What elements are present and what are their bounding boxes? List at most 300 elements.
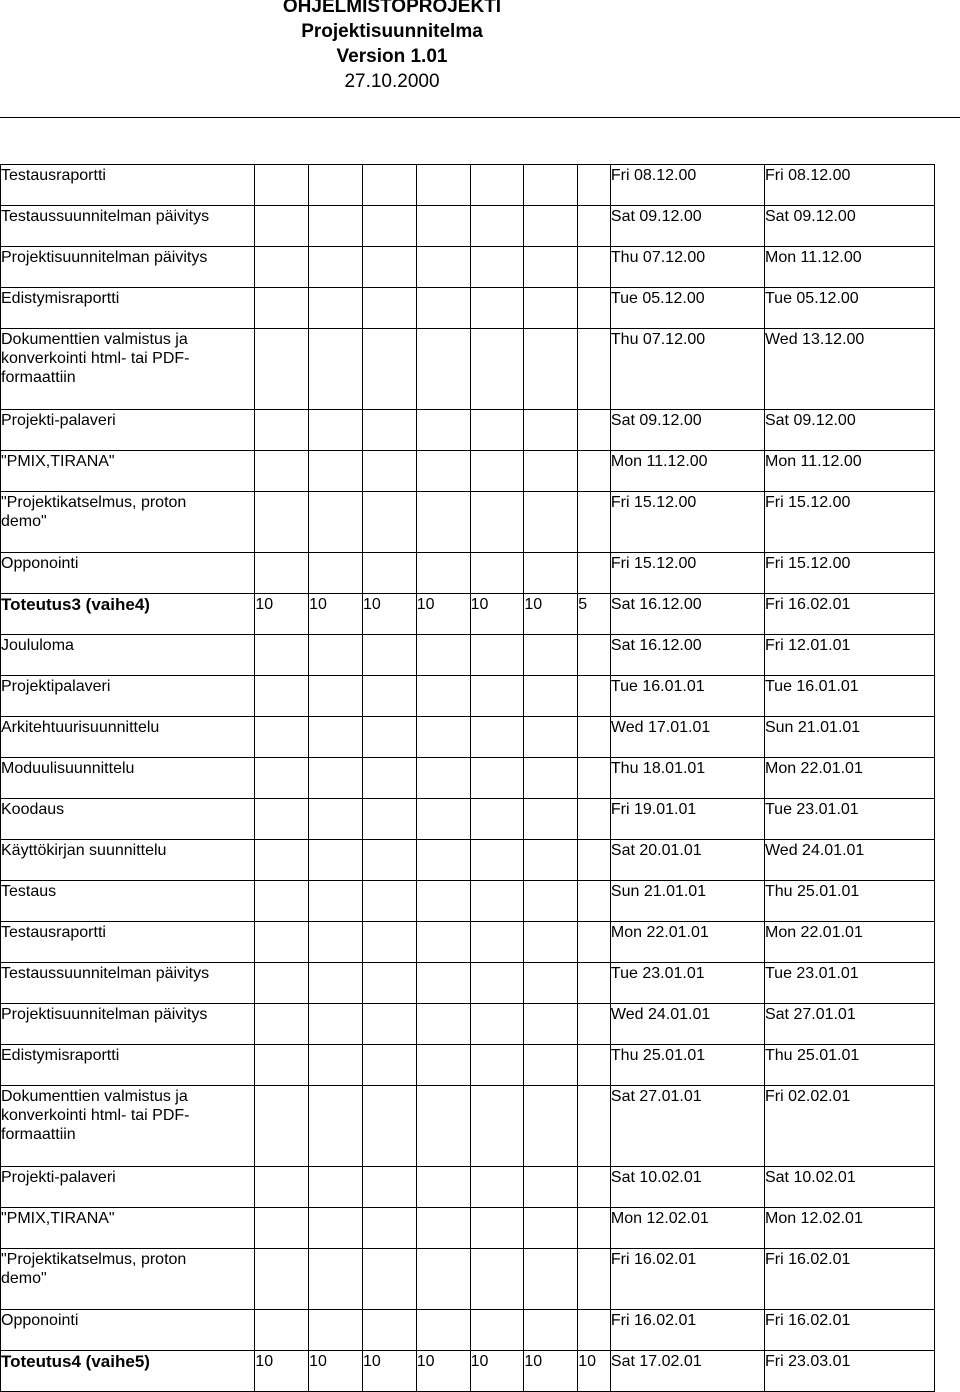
effort-cell	[255, 922, 309, 963]
effort-cell	[309, 1167, 363, 1208]
effort-cell-text	[255, 247, 308, 248]
end-date-cell	[764, 1208, 934, 1249]
task-name-cell-text: Testaussuunnitelman päivitys	[1, 208, 210, 225]
effort-cell-text	[524, 553, 577, 554]
effort-cell-text	[417, 717, 470, 718]
end-date-cell	[764, 1167, 934, 1208]
effort-cell-text	[255, 799, 308, 800]
effort-cell	[309, 594, 363, 635]
effort-cell-text	[524, 1045, 577, 1046]
effort-cell-text	[471, 717, 524, 718]
effort-cell-text	[363, 635, 416, 636]
effort-cell	[416, 840, 470, 881]
effort-cell	[309, 288, 363, 329]
effort-cell	[470, 451, 524, 492]
effort-cell-text	[255, 451, 308, 452]
task-name-cell	[1, 206, 255, 247]
effort-cell	[524, 1351, 578, 1392]
effort-cell	[470, 206, 524, 247]
table-row	[1, 881, 935, 922]
effort-cell	[470, 1310, 524, 1351]
effort-cell-text	[578, 329, 610, 330]
effort-cell-text	[309, 1004, 362, 1005]
effort-cell-text	[309, 963, 362, 964]
end-date-cell-text: Mon 12.02.01	[764, 1210, 863, 1227]
effort-cell	[416, 1310, 470, 1351]
effort-cell-text: 10	[255, 1353, 274, 1370]
end-date-cell-text: Fri 08.12.00	[764, 167, 851, 184]
start-date-cell	[610, 717, 764, 758]
effort-cell	[578, 881, 611, 922]
effort-cell-text	[417, 1045, 470, 1046]
effort-cell	[578, 1045, 611, 1086]
effort-cell-text	[471, 1249, 524, 1250]
effort-cell	[309, 963, 363, 1004]
effort-cell-text	[363, 247, 416, 248]
effort-cell-text	[255, 206, 308, 207]
effort-cell	[255, 1004, 309, 1045]
effort-cell	[255, 635, 309, 676]
effort-cell-text	[417, 206, 470, 207]
effort-cell-text	[578, 288, 610, 289]
effort-cell-text	[309, 1249, 362, 1250]
end-date-cell	[764, 553, 934, 594]
end-date-cell-text: Sun 21.01.01	[764, 719, 861, 736]
effort-cell-text	[524, 758, 577, 759]
effort-cell-text	[363, 1310, 416, 1311]
effort-cell-text	[309, 922, 362, 923]
effort-cell-text	[309, 1310, 362, 1311]
effort-cell-text	[578, 1310, 610, 1311]
end-date-cell	[764, 1004, 934, 1045]
effort-cell	[362, 451, 416, 492]
task-name-cell	[1, 553, 255, 594]
effort-cell	[416, 1351, 470, 1392]
effort-cell-text	[417, 410, 470, 411]
effort-cell-text	[309, 410, 362, 411]
effort-cell	[362, 1004, 416, 1045]
effort-cell	[309, 410, 363, 451]
start-date-cell-text: Mon 22.01.01	[610, 924, 709, 941]
effort-cell-text	[471, 1045, 524, 1046]
effort-cell	[524, 717, 578, 758]
table-row	[1, 1310, 935, 1351]
start-date-cell	[610, 410, 764, 451]
effort-cell-text	[417, 165, 470, 166]
effort-cell	[578, 247, 611, 288]
effort-cell-text	[578, 1249, 610, 1250]
effort-cell	[255, 717, 309, 758]
task-name-cell	[1, 165, 255, 206]
effort-cell	[416, 1249, 470, 1310]
effort-cell-text	[363, 717, 416, 718]
table-row	[1, 1249, 935, 1310]
task-name-cell	[1, 288, 255, 329]
effort-cell-text	[524, 206, 577, 207]
effort-cell	[470, 1167, 524, 1208]
start-date-cell-text: Fri 15.12.00	[610, 555, 697, 572]
effort-cell-text	[363, 799, 416, 800]
effort-cell	[362, 1086, 416, 1167]
effort-cell	[470, 758, 524, 799]
start-date-cell	[610, 288, 764, 329]
effort-cell	[416, 594, 470, 635]
start-date-cell	[610, 963, 764, 1004]
effort-cell-text	[524, 492, 577, 493]
document-version: Version 1.01	[336, 46, 448, 67]
effort-cell-text	[524, 1249, 577, 1250]
effort-cell	[524, 1167, 578, 1208]
effort-cell-text	[524, 247, 577, 248]
effort-cell-text: 10	[362, 1353, 381, 1370]
document-date: 27.10.2000	[344, 71, 440, 92]
table-row	[1, 247, 935, 288]
effort-cell	[362, 1208, 416, 1249]
effort-cell-text	[309, 635, 362, 636]
table-row	[1, 1167, 935, 1208]
effort-cell	[362, 1310, 416, 1351]
effort-cell-text	[309, 1208, 362, 1209]
task-name-cell-text: Dokumenttien valmistus ja konverkointi html- tai PDF- formaattiin	[1, 1088, 190, 1143]
task-name-cell	[1, 1310, 255, 1351]
table-row	[1, 594, 935, 635]
end-date-cell-text: Fri 16.02.01	[764, 1312, 851, 1329]
task-name-cell	[1, 635, 255, 676]
effort-cell-text	[471, 1167, 524, 1168]
effort-cell-text	[363, 329, 416, 330]
start-date-cell	[610, 840, 764, 881]
effort-cell-text	[417, 758, 470, 759]
table-row	[1, 1351, 935, 1392]
effort-cell	[255, 1249, 309, 1310]
effort-cell-text	[471, 881, 524, 882]
effort-cell-text	[578, 1208, 610, 1209]
end-date-cell-text: Tue 05.12.00	[764, 290, 859, 307]
effort-cell	[309, 635, 363, 676]
end-date-cell-text: Thu 25.01.01	[764, 883, 860, 900]
effort-cell	[578, 492, 611, 553]
start-date-cell	[610, 1249, 764, 1310]
start-date-cell-text: Tue 23.01.01	[610, 965, 705, 982]
effort-cell	[362, 799, 416, 840]
effort-cell-text	[471, 635, 524, 636]
end-date-cell-text: Mon 22.01.01	[764, 924, 863, 941]
task-name-cell-text: Käyttökirjan suunnittelu	[1, 842, 167, 859]
task-name-cell-text: "Projektikatselmus, proton demo"	[1, 1251, 187, 1287]
effort-cell-text	[417, 840, 470, 841]
start-date-cell	[610, 165, 764, 206]
task-name-cell	[1, 451, 255, 492]
effort-cell	[578, 1004, 611, 1045]
effort-cell-text	[471, 553, 524, 554]
effort-cell-text	[363, 492, 416, 493]
effort-cell-text	[255, 676, 308, 677]
effort-cell-text	[255, 1004, 308, 1005]
effort-cell	[470, 553, 524, 594]
task-name-cell	[1, 1351, 255, 1392]
effort-cell	[470, 1351, 524, 1392]
effort-cell-text	[255, 635, 308, 636]
start-date-cell	[610, 594, 764, 635]
effort-cell-text	[363, 1045, 416, 1046]
end-date-cell	[764, 492, 934, 553]
start-date-cell-text: Sat 17.02.01	[610, 1353, 702, 1370]
effort-cell	[470, 1208, 524, 1249]
start-date-cell	[610, 492, 764, 553]
effort-cell-text	[309, 206, 362, 207]
effort-cell	[255, 1351, 309, 1392]
task-name-cell	[1, 410, 255, 451]
effort-cell	[416, 799, 470, 840]
table-row	[1, 922, 935, 963]
effort-cell-text	[417, 1208, 470, 1209]
task-name-cell	[1, 1249, 255, 1310]
effort-cell-text	[309, 288, 362, 289]
effort-cell	[309, 1086, 363, 1167]
effort-cell	[524, 1208, 578, 1249]
effort-cell-text: 10	[470, 1353, 489, 1370]
effort-cell	[578, 1249, 611, 1310]
task-name-cell	[1, 1045, 255, 1086]
effort-cell-text: 10	[524, 1353, 543, 1370]
start-date-cell	[610, 1004, 764, 1045]
effort-cell	[416, 676, 470, 717]
start-date-cell	[610, 206, 764, 247]
task-name-cell-text: Toteutus3 (vaihe4)	[1, 595, 150, 614]
effort-cell-text	[255, 881, 308, 882]
effort-cell	[255, 799, 309, 840]
end-date-cell-text: Tue 23.01.01	[764, 801, 859, 818]
start-date-cell-text: Thu 07.12.00	[610, 249, 706, 266]
effort-cell	[309, 758, 363, 799]
effort-cell	[470, 922, 524, 963]
effort-cell-text	[309, 717, 362, 718]
effort-cell-text	[578, 1045, 610, 1046]
effort-cell	[309, 329, 363, 410]
effort-cell-text	[471, 206, 524, 207]
effort-cell	[309, 717, 363, 758]
effort-cell	[309, 1208, 363, 1249]
start-date-cell-text: Tue 16.01.01	[610, 678, 705, 695]
end-date-cell	[764, 840, 934, 881]
effort-cell-text	[309, 1167, 362, 1168]
effort-cell	[470, 492, 524, 553]
effort-cell-text	[309, 553, 362, 554]
effort-cell-text	[524, 410, 577, 411]
end-date-cell-text: Fri 15.12.00	[764, 555, 851, 572]
task-name-cell-text: Opponointi	[1, 555, 79, 572]
effort-cell	[362, 840, 416, 881]
task-name-cell-text: Testausraportti	[1, 924, 106, 941]
effort-cell	[416, 492, 470, 553]
end-date-cell	[764, 206, 934, 247]
effort-cell-text	[417, 799, 470, 800]
effort-cell-text	[471, 1310, 524, 1311]
start-date-cell-text: Thu 07.12.00	[610, 331, 706, 348]
start-date-cell	[610, 799, 764, 840]
effort-cell-text: 10	[578, 1353, 596, 1370]
table-row	[1, 492, 935, 553]
start-date-cell	[610, 1086, 764, 1167]
effort-cell	[470, 410, 524, 451]
effort-cell	[524, 206, 578, 247]
effort-cell-text	[417, 1004, 470, 1005]
effort-cell-text	[471, 492, 524, 493]
effort-cell	[416, 1167, 470, 1208]
end-date-cell	[764, 676, 934, 717]
effort-cell	[524, 963, 578, 1004]
end-date-cell-text: Mon 11.12.00	[764, 249, 862, 266]
effort-cell-text	[578, 922, 610, 923]
effort-cell	[255, 410, 309, 451]
start-date-cell	[610, 451, 764, 492]
end-date-cell	[764, 288, 934, 329]
effort-cell	[362, 717, 416, 758]
effort-cell-text	[578, 1086, 610, 1087]
effort-cell	[255, 553, 309, 594]
effort-cell	[416, 635, 470, 676]
effort-cell-text	[471, 840, 524, 841]
start-date-cell-text: Sat 16.12.00	[610, 596, 702, 613]
effort-cell	[362, 963, 416, 1004]
effort-cell-text	[417, 963, 470, 964]
table-row	[1, 1004, 935, 1045]
effort-cell	[578, 635, 611, 676]
effort-cell-text	[255, 410, 308, 411]
effort-cell	[578, 758, 611, 799]
effort-cell	[416, 1004, 470, 1045]
effort-cell-text	[417, 881, 470, 882]
effort-cell	[309, 1045, 363, 1086]
effort-cell	[309, 799, 363, 840]
end-date-cell	[764, 758, 934, 799]
effort-cell	[255, 1045, 309, 1086]
effort-cell-text	[578, 799, 610, 800]
effort-cell	[362, 329, 416, 410]
effort-cell-text	[417, 1310, 470, 1311]
effort-cell	[578, 1208, 611, 1249]
effort-cell-text	[255, 1086, 308, 1087]
effort-cell-text	[255, 717, 308, 718]
effort-cell	[470, 329, 524, 410]
effort-cell	[578, 676, 611, 717]
effort-cell-text	[524, 963, 577, 964]
effort-cell	[578, 206, 611, 247]
effort-cell	[524, 492, 578, 553]
start-date-cell-text: Sun 21.01.01	[610, 883, 707, 900]
end-date-cell	[764, 247, 934, 288]
effort-cell-text	[578, 963, 610, 964]
task-name-cell-text: Arkitehtuurisuunnittelu	[1, 719, 160, 736]
end-date-cell	[764, 1045, 934, 1086]
effort-cell-text	[363, 840, 416, 841]
effort-cell	[362, 492, 416, 553]
end-date-cell-text: Wed 13.12.00	[764, 331, 865, 348]
effort-cell	[524, 635, 578, 676]
task-name-cell-text: Koodaus	[1, 801, 65, 818]
start-date-cell-text: Fri 19.01.01	[610, 801, 697, 818]
start-date-cell	[610, 1310, 764, 1351]
effort-cell-text	[524, 165, 577, 166]
effort-cell	[524, 1086, 578, 1167]
document-header	[0, 0, 784, 94]
effort-cell	[416, 553, 470, 594]
effort-cell	[362, 676, 416, 717]
table-row	[1, 840, 935, 881]
effort-cell-text	[578, 881, 610, 882]
effort-cell	[416, 329, 470, 410]
effort-cell-text	[471, 1004, 524, 1005]
effort-cell-text	[578, 635, 610, 636]
effort-cell	[255, 1086, 309, 1167]
effort-cell	[309, 840, 363, 881]
effort-cell-text	[578, 492, 610, 493]
effort-cell	[416, 451, 470, 492]
effort-cell	[524, 165, 578, 206]
effort-cell	[309, 1004, 363, 1045]
effort-cell	[309, 922, 363, 963]
task-name-cell-text: Projekti-palaveri	[1, 1169, 116, 1186]
effort-cell-text	[578, 553, 610, 554]
table-row	[1, 799, 935, 840]
effort-cell-text	[471, 758, 524, 759]
effort-cell	[309, 1249, 363, 1310]
effort-cell	[524, 881, 578, 922]
effort-cell	[309, 492, 363, 553]
end-date-cell-text: Sat 10.02.01	[764, 1169, 856, 1186]
effort-cell	[309, 247, 363, 288]
effort-cell-text	[255, 1310, 308, 1311]
end-date-cell-text: Wed 24.01.01	[764, 842, 865, 859]
task-name-cell	[1, 329, 255, 410]
start-date-cell-text: Thu 25.01.01	[610, 1047, 706, 1064]
effort-cell-text	[363, 1249, 416, 1250]
effort-cell-text	[309, 676, 362, 677]
effort-cell-text	[471, 1208, 524, 1209]
effort-cell	[309, 1310, 363, 1351]
header-divider	[0, 117, 960, 118]
table-row	[1, 758, 935, 799]
effort-cell	[578, 840, 611, 881]
effort-cell-text	[524, 881, 577, 882]
effort-cell	[470, 799, 524, 840]
effort-cell-text	[471, 288, 524, 289]
effort-cell-text	[578, 1004, 610, 1005]
effort-cell-text	[255, 165, 308, 166]
task-name-cell	[1, 676, 255, 717]
end-date-cell-text: Tue 16.01.01	[764, 678, 859, 695]
effort-cell-text	[363, 165, 416, 166]
effort-cell-text	[471, 451, 524, 452]
end-date-cell	[764, 1310, 934, 1351]
effort-cell-text	[417, 1167, 470, 1168]
effort-cell-text	[255, 922, 308, 923]
effort-cell-text	[524, 1310, 577, 1311]
effort-cell-text	[309, 165, 362, 166]
effort-cell-text	[255, 963, 308, 964]
effort-cell-text: 10	[524, 596, 543, 613]
effort-cell-text	[363, 288, 416, 289]
task-name-cell-text: Edistymisraportti	[1, 1047, 120, 1064]
effort-cell-text	[363, 206, 416, 207]
task-name-cell	[1, 1167, 255, 1208]
end-date-cell-text: Fri 15.12.00	[764, 494, 851, 511]
task-name-cell-text: Projekti-palaveri	[1, 412, 116, 429]
document-subtitle: Projektisuunnitelma	[301, 21, 483, 42]
effort-cell	[362, 288, 416, 329]
effort-cell	[416, 963, 470, 1004]
effort-cell	[362, 1249, 416, 1310]
